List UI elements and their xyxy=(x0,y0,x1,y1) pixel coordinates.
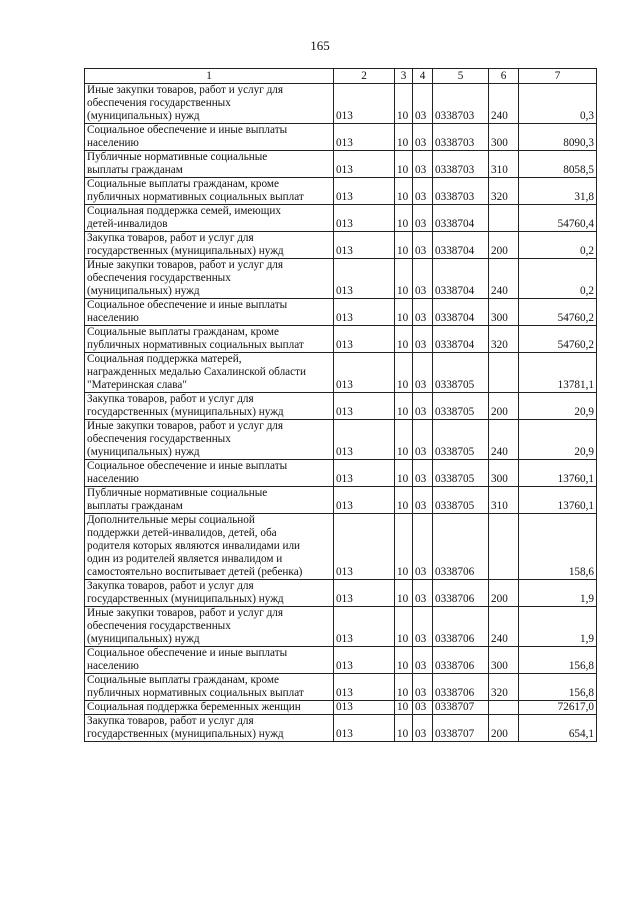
cell-expense-type: 200 xyxy=(489,580,519,607)
cell-section: 10 xyxy=(395,460,413,487)
cell-admin-code: 013 xyxy=(334,178,395,205)
cell-amount: 72617,0 xyxy=(519,701,597,715)
cell-expense-type: 300 xyxy=(489,299,519,326)
table-row xyxy=(85,607,597,647)
cell-section: 10 xyxy=(395,178,413,205)
cell-subsection: 03 xyxy=(413,580,433,607)
cell-amount: 54760,2 xyxy=(519,326,597,353)
cell-subsection: 03 xyxy=(413,353,433,393)
cell-name: Иные закупки товаров, работ и услуг для обеспечения государственных (муниципальных) нужд xyxy=(85,259,334,299)
cell-section: 10 xyxy=(395,674,413,701)
table-row xyxy=(85,460,597,487)
cell-subsection: 03 xyxy=(413,178,433,205)
cell-name: Иные закупки товаров, работ и услуг для обеспечения государственных (муниципальных) нужд xyxy=(85,84,334,124)
cell-target-article: 0338705 xyxy=(433,353,489,393)
cell-section: 10 xyxy=(395,353,413,393)
cell-admin-code: 013 xyxy=(334,460,395,487)
cell-target-article: 0338704 xyxy=(433,326,489,353)
budget-table xyxy=(84,68,597,742)
cell-expense-type: 320 xyxy=(489,178,519,205)
cell-amount: 8058,5 xyxy=(519,151,597,178)
cell-subsection: 03 xyxy=(413,151,433,178)
table-row xyxy=(85,205,597,232)
header-col-3: 3 xyxy=(395,69,413,84)
table-row xyxy=(85,151,597,178)
cell-expense-type: 200 xyxy=(489,232,519,259)
cell-name: Социальное обеспечение и иные выплаты населению xyxy=(85,460,334,487)
cell-name: Иные закупки товаров, работ и услуг для обеспечения государственных (муниципальных) нужд xyxy=(85,607,334,647)
cell-admin-code: 013 xyxy=(334,701,395,715)
cell-admin-code: 013 xyxy=(334,326,395,353)
cell-amount: 0,2 xyxy=(519,259,597,299)
table-row xyxy=(85,647,597,674)
cell-subsection: 03 xyxy=(413,259,433,299)
cell-subsection: 03 xyxy=(413,514,433,580)
cell-amount: 0,3 xyxy=(519,84,597,124)
cell-target-article: 0338703 xyxy=(433,178,489,205)
table-row xyxy=(85,84,597,124)
cell-target-article: 0338705 xyxy=(433,460,489,487)
cell-name: Иные закупки товаров, работ и услуг для обеспечения государственных (муниципальных) нужд xyxy=(85,420,334,460)
table-row xyxy=(85,715,597,742)
cell-name: Социальная поддержка семей, имеющих детей-инвалидов xyxy=(85,205,334,232)
table-row xyxy=(85,420,597,460)
cell-name: Социальные выплаты гражданам, кроме публичных нормативных социальных выплат xyxy=(85,674,334,701)
cell-name: Социальные выплаты гражданам, кроме публичных нормативных социальных выплат xyxy=(85,326,334,353)
cell-expense-type xyxy=(489,205,519,232)
cell-subsection: 03 xyxy=(413,647,433,674)
cell-admin-code: 013 xyxy=(334,715,395,742)
cell-expense-type: 240 xyxy=(489,84,519,124)
cell-name: Социальная поддержка беременных женщин xyxy=(85,701,334,715)
cell-admin-code: 013 xyxy=(334,420,395,460)
cell-section: 10 xyxy=(395,701,413,715)
cell-target-article: 0338705 xyxy=(433,487,489,514)
cell-admin-code: 013 xyxy=(334,514,395,580)
cell-section: 10 xyxy=(395,514,413,580)
cell-target-article: 0338706 xyxy=(433,674,489,701)
table-row xyxy=(85,326,597,353)
cell-subsection: 03 xyxy=(413,124,433,151)
cell-subsection: 03 xyxy=(413,299,433,326)
cell-subsection: 03 xyxy=(413,674,433,701)
cell-section: 10 xyxy=(395,580,413,607)
cell-amount: 31,8 xyxy=(519,178,597,205)
cell-name: Социальная поддержка матерей, награжденных медалью Сахалинской области "Материнская слава" xyxy=(85,353,334,393)
cell-amount: 8090,3 xyxy=(519,124,597,151)
cell-section: 10 xyxy=(395,393,413,420)
cell-section: 10 xyxy=(395,420,413,460)
cell-section: 10 xyxy=(395,259,413,299)
table-row xyxy=(85,299,597,326)
cell-expense-type: 320 xyxy=(489,674,519,701)
cell-admin-code: 013 xyxy=(334,259,395,299)
cell-expense-type: 200 xyxy=(489,715,519,742)
cell-target-article: 0338703 xyxy=(433,151,489,178)
cell-subsection: 03 xyxy=(413,232,433,259)
cell-amount: 0,2 xyxy=(519,232,597,259)
cell-expense-type: 240 xyxy=(489,420,519,460)
cell-expense-type: 310 xyxy=(489,151,519,178)
cell-name: Закупка товаров, работ и услуг для государственных (муниципальных) нужд xyxy=(85,580,334,607)
cell-section: 10 xyxy=(395,326,413,353)
page-number: 165 xyxy=(310,38,330,53)
cell-subsection: 03 xyxy=(413,393,433,420)
cell-target-article: 0338707 xyxy=(433,701,489,715)
cell-admin-code: 013 xyxy=(334,299,395,326)
cell-target-article: 0338704 xyxy=(433,232,489,259)
cell-amount: 1,9 xyxy=(519,580,597,607)
table-row xyxy=(85,124,597,151)
cell-name: Публичные нормативные социальные выплаты гражданам xyxy=(85,151,334,178)
cell-target-article: 0338706 xyxy=(433,580,489,607)
cell-expense-type: 300 xyxy=(489,647,519,674)
table-row xyxy=(85,178,597,205)
table-row xyxy=(85,580,597,607)
cell-name: Дополнительные меры социальной поддержки детей-инвалидов, детей, оба родителя которых являются инвалидами или один из родителей является инвалидом и самостоятельно воспитывает детей (ребенка) xyxy=(85,514,334,580)
table-row xyxy=(85,674,597,701)
cell-subsection: 03 xyxy=(413,607,433,647)
cell-admin-code: 013 xyxy=(334,151,395,178)
cell-target-article: 0338704 xyxy=(433,299,489,326)
cell-subsection: 03 xyxy=(413,460,433,487)
cell-name: Социальное обеспечение и иные выплаты населению xyxy=(85,299,334,326)
cell-target-article: 0338707 xyxy=(433,715,489,742)
header-col-2: 2 xyxy=(334,69,395,84)
cell-name: Публичные нормативные социальные выплаты гражданам xyxy=(85,487,334,514)
cell-amount: 20,9 xyxy=(519,393,597,420)
cell-subsection: 03 xyxy=(413,205,433,232)
cell-expense-type: 310 xyxy=(489,487,519,514)
cell-target-article: 0338706 xyxy=(433,607,489,647)
header-col-1: 1 xyxy=(85,69,334,84)
cell-amount: 156,8 xyxy=(519,674,597,701)
cell-amount: 1,9 xyxy=(519,607,597,647)
cell-expense-type: 240 xyxy=(489,259,519,299)
table-row xyxy=(85,353,597,393)
cell-target-article: 0338704 xyxy=(433,205,489,232)
cell-expense-type: 300 xyxy=(489,124,519,151)
cell-amount: 54760,2 xyxy=(519,299,597,326)
cell-section: 10 xyxy=(395,715,413,742)
cell-amount: 54760,4 xyxy=(519,205,597,232)
cell-amount: 13760,1 xyxy=(519,487,597,514)
cell-name: Социальное обеспечение и иные выплаты населению xyxy=(85,647,334,674)
cell-target-article: 0338705 xyxy=(433,393,489,420)
cell-admin-code: 013 xyxy=(334,580,395,607)
header-col-4: 4 xyxy=(413,69,433,84)
cell-name: Закупка товаров, работ и услуг для государственных (муниципальных) нужд xyxy=(85,715,334,742)
cell-admin-code: 013 xyxy=(334,124,395,151)
cell-target-article: 0338705 xyxy=(433,420,489,460)
cell-section: 10 xyxy=(395,232,413,259)
cell-name: Социальные выплаты гражданам, кроме публичных нормативных социальных выплат xyxy=(85,178,334,205)
cell-section: 10 xyxy=(395,151,413,178)
cell-name: Социальное обеспечение и иные выплаты населению xyxy=(85,124,334,151)
header-row xyxy=(85,69,597,84)
cell-admin-code: 013 xyxy=(334,84,395,124)
cell-section: 10 xyxy=(395,205,413,232)
table-row xyxy=(85,514,597,580)
cell-expense-type xyxy=(489,701,519,715)
cell-name: Закупка товаров, работ и услуг для государственных (муниципальных) нужд xyxy=(85,393,334,420)
cell-expense-type xyxy=(489,514,519,580)
cell-admin-code: 013 xyxy=(334,393,395,420)
cell-admin-code: 013 xyxy=(334,487,395,514)
table-row xyxy=(85,487,597,514)
cell-amount: 156,8 xyxy=(519,647,597,674)
table-row xyxy=(85,259,597,299)
cell-admin-code: 013 xyxy=(334,674,395,701)
cell-name: Закупка товаров, работ и услуг для государственных (муниципальных) нужд xyxy=(85,232,334,259)
cell-amount: 20,9 xyxy=(519,420,597,460)
cell-amount: 654,1 xyxy=(519,715,597,742)
cell-expense-type: 200 xyxy=(489,393,519,420)
cell-subsection: 03 xyxy=(413,326,433,353)
cell-target-article: 0338706 xyxy=(433,514,489,580)
cell-target-article: 0338703 xyxy=(433,84,489,124)
cell-expense-type: 300 xyxy=(489,460,519,487)
cell-section: 10 xyxy=(395,647,413,674)
cell-section: 10 xyxy=(395,84,413,124)
cell-target-article: 0338704 xyxy=(433,259,489,299)
cell-expense-type: 320 xyxy=(489,326,519,353)
cell-subsection: 03 xyxy=(413,420,433,460)
header-col-6: 6 xyxy=(489,69,519,84)
cell-admin-code: 013 xyxy=(334,607,395,647)
header-col-5: 5 xyxy=(433,69,489,84)
cell-subsection: 03 xyxy=(413,84,433,124)
cell-target-article: 0338703 xyxy=(433,124,489,151)
cell-subsection: 03 xyxy=(413,701,433,715)
cell-amount: 158,6 xyxy=(519,514,597,580)
table-row xyxy=(85,701,597,715)
cell-admin-code: 013 xyxy=(334,205,395,232)
cell-amount: 13760,1 xyxy=(519,460,597,487)
cell-subsection: 03 xyxy=(413,487,433,514)
cell-section: 10 xyxy=(395,487,413,514)
cell-admin-code: 013 xyxy=(334,353,395,393)
cell-admin-code: 013 xyxy=(334,647,395,674)
cell-admin-code: 013 xyxy=(334,232,395,259)
table-row xyxy=(85,393,597,420)
cell-section: 10 xyxy=(395,124,413,151)
cell-expense-type xyxy=(489,353,519,393)
table-row xyxy=(85,232,597,259)
cell-section: 10 xyxy=(395,607,413,647)
header-col-7: 7 xyxy=(519,69,597,84)
cell-section: 10 xyxy=(395,299,413,326)
cell-expense-type: 240 xyxy=(489,607,519,647)
cell-amount: 13781,1 xyxy=(519,353,597,393)
cell-target-article: 0338706 xyxy=(433,647,489,674)
cell-subsection: 03 xyxy=(413,715,433,742)
